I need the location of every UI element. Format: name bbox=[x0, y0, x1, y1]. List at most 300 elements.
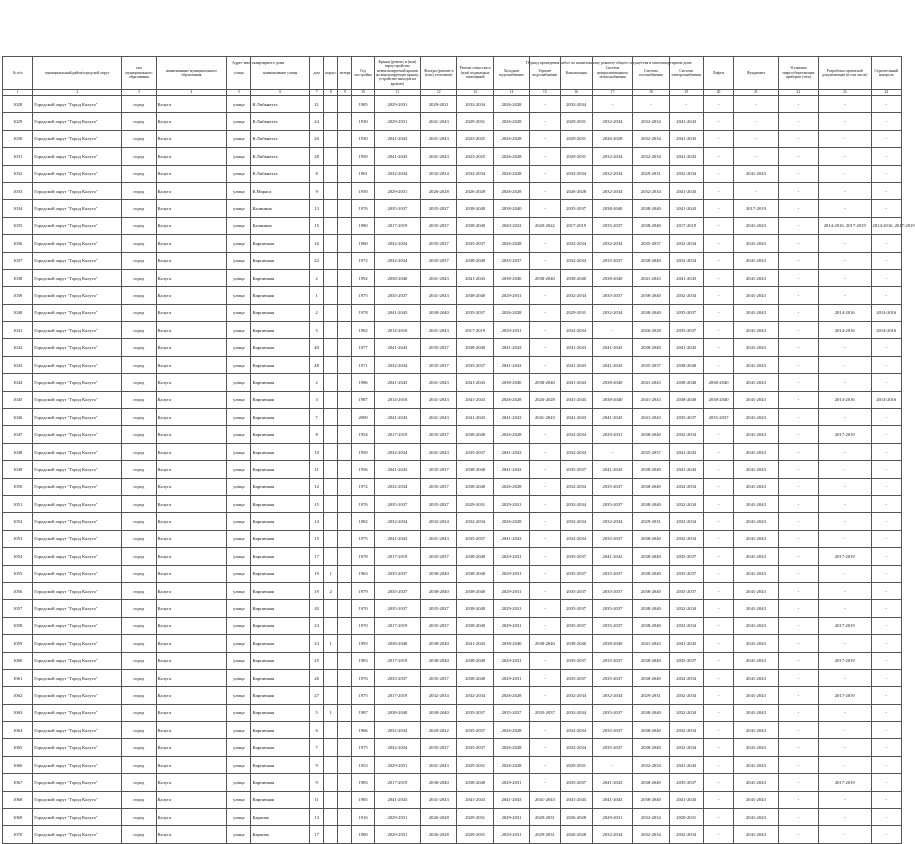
table-cell bbox=[324, 722, 338, 739]
table-cell: Калуга bbox=[156, 826, 227, 843]
table-cell: 2041-2043 bbox=[633, 391, 669, 408]
table-cell bbox=[324, 652, 338, 669]
table-cell: 2032-2034 bbox=[592, 148, 632, 165]
table-cell: 1970 bbox=[352, 600, 374, 617]
table-cell: 2038-2040 bbox=[530, 269, 560, 286]
table-cell: улица bbox=[227, 426, 251, 443]
table-cell: 2041-2043 bbox=[530, 791, 560, 808]
table-cell: 2029-2031 bbox=[560, 130, 592, 147]
table-cell: 1976 bbox=[352, 200, 374, 217]
capital-repair-table bbox=[2, 56, 915, 844]
table-row bbox=[3, 791, 902, 808]
table-cell: Калуга bbox=[156, 704, 227, 721]
table-cell: 2026-2028 bbox=[560, 809, 592, 826]
table-cell: 2041-2043 bbox=[493, 461, 529, 478]
table-cell: 2032-2034 bbox=[633, 130, 669, 147]
table-cell: Городской округ "Город Калуга" bbox=[33, 96, 122, 113]
table-cell: 2029-2031 bbox=[374, 113, 420, 130]
table-cell: улица bbox=[227, 704, 251, 721]
table-row bbox=[3, 235, 902, 252]
table-cell: - bbox=[778, 704, 818, 721]
table-cell: 2035-2037 bbox=[421, 200, 457, 217]
table-cell: 5 bbox=[310, 704, 324, 721]
table-cell: Кирпичная bbox=[251, 374, 310, 391]
table-row bbox=[3, 635, 902, 652]
table-cell: улица bbox=[227, 304, 251, 321]
table-cell: 2014-2016, 2017-2019 bbox=[819, 217, 872, 234]
table-cell: 2032-2034 bbox=[560, 687, 592, 704]
table-cell: - bbox=[530, 739, 560, 756]
table-cell: 2041-2043 bbox=[493, 339, 529, 356]
table-cell: 2035-2037 bbox=[457, 304, 493, 321]
table-cell: Кирпичная bbox=[251, 756, 310, 773]
table-cell: 2029-2031 bbox=[457, 809, 493, 826]
table-cell: 1066 bbox=[3, 756, 33, 773]
table-cell: 2035-2037 bbox=[421, 426, 457, 443]
table-cell bbox=[324, 426, 338, 443]
table-cell: 17 bbox=[310, 548, 324, 565]
table-cell: 1954 bbox=[352, 426, 374, 443]
table-cell: - bbox=[530, 443, 560, 460]
table-cell: Калуга bbox=[156, 461, 227, 478]
table-cell: 1976 bbox=[352, 495, 374, 512]
table-cell: 2035-2037 bbox=[421, 617, 457, 634]
table-cell: 2038-2040 bbox=[421, 304, 457, 321]
table-cell: 2041-2043 bbox=[592, 774, 632, 791]
table-cell: 2041-2043 bbox=[734, 617, 778, 634]
table-cell: 2026-2028 bbox=[493, 739, 529, 756]
table-cell: 2038-2040 bbox=[421, 565, 457, 582]
table-cell: 2032-2034 bbox=[560, 722, 592, 739]
table-cell: 27 bbox=[310, 687, 324, 704]
table-cell: улица bbox=[227, 722, 251, 739]
table-cell: - bbox=[778, 356, 818, 373]
table-cell: 2041-2043 bbox=[421, 374, 457, 391]
table-cell: - bbox=[871, 791, 901, 808]
table-cell: улица bbox=[227, 652, 251, 669]
table-cell: город bbox=[122, 582, 156, 599]
table-cell: 11 bbox=[310, 791, 324, 808]
table-row bbox=[3, 269, 902, 286]
table-cell: Городской округ "Город Калуга" bbox=[33, 565, 122, 582]
table-cell: - bbox=[819, 443, 872, 460]
table-cell: - bbox=[778, 600, 818, 617]
table-cell: 2038-2040 bbox=[592, 391, 632, 408]
table-cell: 1059 bbox=[3, 635, 33, 652]
table-cell: 8 bbox=[310, 165, 324, 182]
table-cell: 2 bbox=[310, 374, 324, 391]
table-cell: - bbox=[703, 530, 733, 547]
table-cell: 1068 bbox=[3, 791, 33, 808]
table-cell: 2038-2040 bbox=[633, 617, 669, 634]
table-cell: 1992 bbox=[352, 269, 374, 286]
table-cell: 2038-2040 bbox=[457, 600, 493, 617]
table-cell: Кирпичная bbox=[251, 791, 310, 808]
table-cell: 2029-2031 bbox=[374, 182, 420, 199]
table-cell: 2035-2037 bbox=[669, 304, 703, 321]
table-cell: 2038-2040 bbox=[703, 374, 733, 391]
table-cell: 2035-2037 bbox=[457, 443, 493, 460]
table-cell: Кирпичная bbox=[251, 704, 310, 721]
table-cell: - bbox=[778, 530, 818, 547]
table-cell bbox=[324, 269, 338, 286]
table-cell: 2032-2034 bbox=[669, 617, 703, 634]
table-cell: 1060 bbox=[3, 652, 33, 669]
table-cell bbox=[324, 513, 338, 530]
column-header: улица bbox=[227, 57, 251, 90]
table-cell: - bbox=[778, 374, 818, 391]
table-cell: 2017-2019 bbox=[819, 774, 872, 791]
table-cell: 2035-2037 bbox=[669, 322, 703, 339]
table-cell: 2017-2019 bbox=[374, 687, 420, 704]
table-cell: - bbox=[530, 669, 560, 686]
table-cell: 2026-2028 bbox=[493, 130, 529, 147]
table-cell bbox=[338, 582, 352, 599]
table-cell: 1978 bbox=[352, 304, 374, 321]
table-cell: Городской округ "Город Калуга" bbox=[33, 269, 122, 286]
table-cell: - bbox=[703, 617, 733, 634]
table-cell: Калуга bbox=[156, 478, 227, 495]
table-cell bbox=[324, 617, 338, 634]
table-header bbox=[3, 57, 902, 96]
table-cell: 2029-2031 bbox=[493, 322, 529, 339]
table-cell: улица bbox=[227, 356, 251, 373]
table-cell: город bbox=[122, 548, 156, 565]
table-cell: 2014-2016 bbox=[871, 391, 901, 408]
table-cell: 2038-2040 bbox=[421, 774, 457, 791]
table-cell: 2032-2034 bbox=[669, 495, 703, 512]
table-cell: 2038-2040 bbox=[633, 287, 669, 304]
table-cell: 2038-2040 bbox=[421, 582, 457, 599]
table-cell: 2035-2037 bbox=[592, 252, 632, 269]
table-cell: 2023-2025 bbox=[457, 130, 493, 147]
table-cell: Городской округ "Город Калуга" bbox=[33, 635, 122, 652]
table-cell: 2026-2028 bbox=[493, 235, 529, 252]
table-cell: 2041-2043 bbox=[493, 530, 529, 547]
table-cell: - bbox=[703, 148, 733, 165]
table-cell: Калуга bbox=[156, 443, 227, 460]
table-cell: 2035-2037 bbox=[669, 652, 703, 669]
table-row bbox=[3, 809, 902, 826]
table-cell: 2041-2043 bbox=[669, 269, 703, 286]
table-cell: 2017-2019 bbox=[374, 652, 420, 669]
table-cell bbox=[324, 148, 338, 165]
table-cell: - bbox=[819, 600, 872, 617]
table-cell bbox=[324, 809, 338, 826]
table-row bbox=[3, 322, 902, 339]
table-row bbox=[3, 687, 902, 704]
table-cell: 1070 bbox=[3, 826, 33, 843]
table-row bbox=[3, 530, 902, 547]
table-cell: 7 bbox=[310, 409, 324, 426]
table-cell: 1975 bbox=[352, 739, 374, 756]
table-cell: - bbox=[778, 635, 818, 652]
column-header: литера bbox=[338, 57, 352, 90]
column-header: Крыша (ремонт и (или) переустройство невентилируемой крыши на вентилируемую крышу, устройство выходов на кровлю) bbox=[374, 57, 420, 90]
table-cell: 1043 bbox=[3, 356, 33, 373]
table-cell: 2038-2040 bbox=[633, 478, 669, 495]
table-cell: 2026-2028 bbox=[421, 182, 457, 199]
table-cell: 2041-2043 bbox=[421, 269, 457, 286]
table-cell: Кирпичная bbox=[251, 669, 310, 686]
table-cell: - bbox=[871, 96, 901, 113]
table-cell: - bbox=[703, 426, 733, 443]
table-cell: - bbox=[530, 322, 560, 339]
table-cell: улица bbox=[227, 235, 251, 252]
table-cell: Городской округ "Город Калуга" bbox=[33, 113, 122, 130]
table-cell: 1987 bbox=[352, 704, 374, 721]
table-cell: 2029-2031 bbox=[560, 756, 592, 773]
table-cell: 2032-2034 bbox=[669, 739, 703, 756]
table-cell: 2032-2034 bbox=[560, 287, 592, 304]
table-cell: 2041-2043 bbox=[560, 391, 592, 408]
table-cell: 15 bbox=[310, 217, 324, 234]
table-cell: 2014-2016, 2017-2019 bbox=[871, 217, 901, 234]
table-cell: Кирпичная bbox=[251, 774, 310, 791]
table-cell: 2038-2040 bbox=[592, 635, 632, 652]
table-cell: 2029-2031 bbox=[493, 774, 529, 791]
table-row bbox=[3, 217, 902, 234]
table-cell: 2041-2043 bbox=[633, 635, 669, 652]
table-cell: 2032-2034 bbox=[669, 513, 703, 530]
table-cell bbox=[338, 513, 352, 530]
table-cell: - bbox=[819, 235, 872, 252]
table-cell: 2041-2043 bbox=[734, 322, 778, 339]
table-cell: - bbox=[530, 617, 560, 634]
table-row bbox=[3, 96, 902, 113]
table-cell: Городской округ "Город Калуга" bbox=[33, 374, 122, 391]
table-cell: 2035-2037 bbox=[421, 478, 457, 495]
table-cell: - bbox=[530, 652, 560, 669]
table-cell: 2038-2040 bbox=[633, 548, 669, 565]
table-cell: - bbox=[871, 635, 901, 652]
table-cell: 2035-2037 bbox=[374, 495, 420, 512]
table-cell: город bbox=[122, 791, 156, 808]
table-cell: Городской округ "Город Калуга" bbox=[33, 617, 122, 634]
table-row bbox=[3, 495, 902, 512]
table-cell: Калуга bbox=[156, 148, 227, 165]
table-cell: - bbox=[871, 130, 901, 147]
table-cell: - bbox=[703, 130, 733, 147]
table-cell: - bbox=[530, 687, 560, 704]
table-cell: 1970 bbox=[352, 617, 374, 634]
table-cell: 2035-2037 bbox=[457, 704, 493, 721]
table-cell: 2035-2037 bbox=[421, 739, 457, 756]
table-cell: - bbox=[669, 96, 703, 113]
table-cell: 2035-2037 bbox=[592, 217, 632, 234]
table-cell bbox=[338, 165, 352, 182]
table-cell: улица bbox=[227, 495, 251, 512]
table-cell: - bbox=[703, 669, 733, 686]
table-cell: 2035-2037 bbox=[592, 617, 632, 634]
table-row bbox=[3, 513, 902, 530]
table-cell: 2035-2037 bbox=[421, 600, 457, 617]
table-cell: Калуга bbox=[156, 235, 227, 252]
table-cell bbox=[324, 791, 338, 808]
table-cell: 2029-2031 bbox=[374, 826, 420, 843]
table-cell: 2041-2043 bbox=[592, 791, 632, 808]
table-cell: 2032-2034 bbox=[374, 513, 420, 530]
table-cell: 1053 bbox=[3, 530, 33, 547]
table-cell: - bbox=[530, 478, 560, 495]
table-cell: - bbox=[530, 722, 560, 739]
table-cell: город bbox=[122, 722, 156, 739]
table-cell: 1 bbox=[324, 565, 338, 582]
table-cell: 1960 bbox=[352, 235, 374, 252]
table-cell: К.Либкнехта bbox=[251, 148, 310, 165]
table-cell: 2035-2037 bbox=[421, 356, 457, 373]
table-cell: 2041-2043 bbox=[421, 113, 457, 130]
table-cell: Кирпичная bbox=[251, 722, 310, 739]
table-cell: - bbox=[819, 96, 872, 113]
table-cell: 2041-2043 bbox=[421, 391, 457, 408]
table-cell: 1963 bbox=[352, 565, 374, 582]
table-cell: 1057 bbox=[3, 600, 33, 617]
table-cell: - bbox=[871, 756, 901, 773]
table-cell: 2041-2043 bbox=[669, 148, 703, 165]
column-number: 3 bbox=[122, 90, 156, 96]
table-cell: Кирпичная bbox=[251, 409, 310, 426]
table-cell: 23 bbox=[310, 635, 324, 652]
table-cell: К.Либкнехта bbox=[251, 165, 310, 182]
table-cell: 2038-2040 bbox=[669, 356, 703, 373]
table-cell: Городской округ "Город Калуга" bbox=[33, 461, 122, 478]
table-cell: 2038-2040 bbox=[457, 565, 493, 582]
table-cell: Городской округ "Город Калуга" bbox=[33, 809, 122, 826]
table-cell: 2038-2040 bbox=[633, 461, 669, 478]
column-header: Разработка проектной документации (в том числе) bbox=[819, 57, 872, 90]
table-cell bbox=[338, 826, 352, 843]
table-cell: - bbox=[530, 165, 560, 182]
table-cell bbox=[338, 113, 352, 130]
table-cell bbox=[324, 96, 338, 113]
table-cell: Городской округ "Город Калуга" bbox=[33, 652, 122, 669]
table-cell: 2035-2037 bbox=[669, 548, 703, 565]
table-cell: - bbox=[778, 252, 818, 269]
table-cell: 2014-2016 bbox=[871, 322, 901, 339]
table-cell bbox=[338, 426, 352, 443]
table-cell: Кирпичная bbox=[251, 356, 310, 373]
table-cell: Кирпичная bbox=[251, 635, 310, 652]
table-cell: 1986 bbox=[352, 374, 374, 391]
table-cell: - bbox=[871, 443, 901, 460]
terms-group-header: Период проведения работ по капитальному ремонту общего имущества в многоквартирном доме bbox=[526, 60, 692, 65]
table-cell: 1900 bbox=[352, 826, 374, 843]
table-cell: 2032-2034 bbox=[592, 513, 632, 530]
table-cell: 2032-2034 bbox=[457, 513, 493, 530]
table-cell: Городской округ "Город Калуга" bbox=[33, 200, 122, 217]
table-cell: 2041-2043 bbox=[669, 339, 703, 356]
table-cell: 2035-2037 bbox=[592, 704, 632, 721]
table-cell: 1979 bbox=[352, 582, 374, 599]
table-cell: - bbox=[530, 774, 560, 791]
table-cell: - bbox=[871, 600, 901, 617]
table-cell: 14 bbox=[310, 513, 324, 530]
table-cell: 2032-2034 bbox=[592, 235, 632, 252]
table-cell: 2029-2031 bbox=[493, 565, 529, 582]
table-cell: - bbox=[819, 356, 872, 373]
table-cell: Калуга bbox=[156, 582, 227, 599]
table-cell: - bbox=[871, 687, 901, 704]
table-cell: 2041-2043 bbox=[421, 322, 457, 339]
table-cell: Городской округ "Город Калуга" bbox=[33, 409, 122, 426]
table-cell: 2038-2040 bbox=[530, 374, 560, 391]
table-cell: 1063 bbox=[3, 704, 33, 721]
table-cell: 2041-2043 bbox=[592, 461, 632, 478]
table-cell bbox=[324, 113, 338, 130]
table-cell: 1052 bbox=[3, 513, 33, 530]
table-cell: 2038-2040 bbox=[457, 548, 493, 565]
table-cell: 2032-2034 bbox=[560, 235, 592, 252]
table-cell: 1976 bbox=[352, 669, 374, 686]
table-cell: 2032-2034 bbox=[669, 669, 703, 686]
table-cell: 2041-2043 bbox=[734, 391, 778, 408]
table-cell: 1062 bbox=[3, 687, 33, 704]
column-header: Система электроснабжения bbox=[669, 57, 703, 90]
table-cell: - bbox=[871, 495, 901, 512]
table-cell: 2038-2040 bbox=[457, 339, 493, 356]
table-cell: город bbox=[122, 443, 156, 460]
table-cell: - bbox=[530, 548, 560, 565]
table-cell: - bbox=[778, 426, 818, 443]
table-cell: Кирпичная bbox=[251, 617, 310, 634]
table-cell: 2038-2040 bbox=[457, 669, 493, 686]
table-row bbox=[3, 304, 902, 321]
table-cell: 2032-2034 bbox=[421, 165, 457, 182]
table-cell: 2035-2037 bbox=[592, 495, 632, 512]
table-cell bbox=[338, 235, 352, 252]
column-header: № п/п bbox=[3, 57, 33, 90]
table-cell: - bbox=[778, 165, 818, 182]
table-cell: 2032-2034 bbox=[669, 704, 703, 721]
table-cell: 2041-2043 bbox=[374, 304, 420, 321]
table-cell: город bbox=[122, 513, 156, 530]
table-cell: улица bbox=[227, 252, 251, 269]
table-cell: - bbox=[703, 200, 733, 217]
table-cell: город bbox=[122, 809, 156, 826]
table-cell: город bbox=[122, 304, 156, 321]
table-cell: - bbox=[778, 391, 818, 408]
table-cell: - bbox=[734, 182, 778, 199]
table-cell: 2041-2043 bbox=[734, 165, 778, 182]
table-cell: 1982 bbox=[352, 322, 374, 339]
table-cell bbox=[324, 130, 338, 147]
table-cell: город bbox=[122, 635, 156, 652]
table-cell: - bbox=[871, 478, 901, 495]
table-cell: 2041-2043 bbox=[669, 182, 703, 199]
table-cell: К.Маркса bbox=[251, 182, 310, 199]
table-cell: 2032-2034 bbox=[669, 722, 703, 739]
table-cell: - bbox=[703, 652, 733, 669]
column-number: 19 bbox=[669, 90, 703, 96]
table-cell: - bbox=[703, 548, 733, 565]
table-cell: - bbox=[703, 826, 733, 843]
table-cell: улица bbox=[227, 165, 251, 182]
table-cell: 2035-2037 bbox=[560, 461, 592, 478]
table-cell: 2032-2034 bbox=[560, 704, 592, 721]
table-cell: 2026-2028 bbox=[530, 391, 560, 408]
table-cell: город bbox=[122, 426, 156, 443]
table-cell: 48 bbox=[310, 356, 324, 373]
table-cell: 1037 bbox=[3, 252, 33, 269]
column-header: Горячее водоснабжение bbox=[530, 57, 560, 90]
table-cell: 2038-2040 bbox=[633, 669, 669, 686]
table-cell: - bbox=[778, 304, 818, 321]
table-cell: - bbox=[703, 96, 733, 113]
table-cell: - bbox=[819, 113, 872, 130]
table-cell: - bbox=[530, 565, 560, 582]
table-cell: 2041-2043 bbox=[560, 409, 592, 426]
